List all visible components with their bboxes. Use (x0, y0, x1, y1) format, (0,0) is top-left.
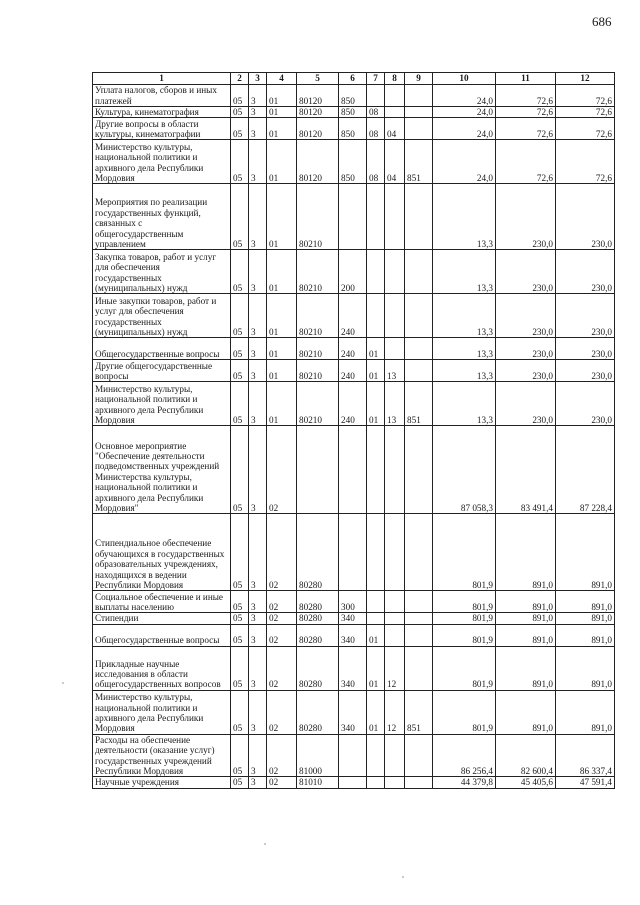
amount-cell: 13,3 (433, 338, 496, 360)
table-row (93, 250, 615, 294)
code-cell (405, 426, 433, 514)
code-cell: 02 (267, 777, 297, 788)
amount-cell: 72,6 (556, 118, 615, 140)
code-cell: 240 (339, 360, 367, 382)
code-cell: 01 (367, 646, 385, 690)
code-cell: 13 (385, 382, 405, 426)
row-name-cell: Закупка товаров, работ и услуг для обеспечения государственных (муниципальных) нужд (93, 250, 231, 294)
code-cell: 01 (267, 184, 297, 250)
code-cell: 01 (267, 250, 297, 294)
table-row (93, 734, 615, 777)
row-name-cell: Основное мероприятие "Обеспечение деятельности подведомственных учреждений Министерства культуры, национальной политики и архивного дела Республики Мордовия" (93, 426, 231, 514)
code-cell: 3 (249, 294, 267, 338)
amount-cell: 45 405,6 (496, 777, 556, 788)
code-cell: 80280 (297, 690, 339, 734)
code-cell: 08 (367, 107, 385, 118)
code-cell: 01 (267, 107, 297, 118)
amount-cell: 801,9 (433, 646, 496, 690)
code-cell (367, 591, 385, 613)
column-header: 1 (93, 73, 231, 85)
code-cell (297, 426, 339, 514)
column-header: 5 (297, 73, 339, 85)
amount-cell: 230,0 (556, 294, 615, 338)
code-cell: 02 (267, 591, 297, 613)
code-cell: 01 (267, 338, 297, 360)
code-cell: 3 (249, 107, 267, 118)
row-name-cell: Уплата налогов, сборов и иных платежей (93, 85, 231, 107)
code-cell (405, 624, 433, 646)
code-cell: 200 (339, 250, 367, 294)
code-cell: 850 (339, 118, 367, 140)
code-cell (405, 250, 433, 294)
table-row (93, 85, 615, 107)
row-name-cell: Другие общегосударственные вопросы (93, 360, 231, 382)
row-name-cell: Прикладные научные исследования в области общегосударственных вопросов (93, 646, 231, 690)
code-cell (405, 338, 433, 360)
code-cell: 01 (367, 690, 385, 734)
code-cell (367, 184, 385, 250)
amount-cell: 72,6 (496, 118, 556, 140)
code-cell: 80120 (297, 107, 339, 118)
code-cell: 01 (367, 624, 385, 646)
scan-speck (402, 876, 404, 878)
code-cell: 80120 (297, 85, 339, 107)
row-name-cell: Стипендии (93, 613, 231, 624)
row-name-cell: Министерство культуры, национальной политики и архивного дела Республики Мордовия (93, 690, 231, 734)
code-cell (385, 591, 405, 613)
code-cell (385, 613, 405, 624)
code-cell: 05 (231, 250, 249, 294)
row-name-cell: Министерство культуры, национальной политики и архивного дела Республики Мордовия (93, 382, 231, 426)
code-cell (385, 294, 405, 338)
code-cell: 05 (231, 624, 249, 646)
amount-cell: 44 379,8 (433, 777, 496, 788)
code-cell: 05 (231, 613, 249, 624)
code-cell: 851 (405, 690, 433, 734)
code-cell (405, 107, 433, 118)
code-cell (405, 646, 433, 690)
table-row (93, 777, 615, 788)
amount-cell: 891,0 (496, 646, 556, 690)
code-cell (385, 426, 405, 514)
row-name-cell: Социальное обеспечение и иные выплаты населению (93, 591, 231, 613)
amount-cell: 230,0 (556, 382, 615, 426)
code-cell: 3 (249, 514, 267, 591)
code-cell: 240 (339, 338, 367, 360)
amount-cell: 801,9 (433, 514, 496, 591)
code-cell: 02 (267, 690, 297, 734)
amount-cell: 72,6 (496, 107, 556, 118)
table-row (93, 514, 615, 591)
code-cell: 240 (339, 382, 367, 426)
code-cell: 05 (231, 338, 249, 360)
amount-cell: 891,0 (556, 690, 615, 734)
code-cell: 12 (385, 690, 405, 734)
code-cell: 05 (231, 646, 249, 690)
row-name-cell: Стипендиальное обеспечение обучающихся в государственных образовательных учреждениях, находящихся в ведении Республики Мордовия (93, 514, 231, 591)
scan-speck (264, 843, 266, 845)
code-cell (405, 360, 433, 382)
amount-cell: 891,0 (496, 624, 556, 646)
column-header: 3 (249, 73, 267, 85)
code-cell (385, 734, 405, 777)
code-cell: 12 (385, 646, 405, 690)
amount-cell: 230,0 (556, 360, 615, 382)
table-row (93, 646, 615, 690)
column-header: 4 (267, 73, 297, 85)
code-cell: 3 (249, 184, 267, 250)
amount-cell: 87 058,3 (433, 426, 496, 514)
code-cell (405, 85, 433, 107)
amount-cell: 86 256,4 (433, 734, 496, 777)
code-cell: 850 (339, 107, 367, 118)
code-cell: 850 (339, 85, 367, 107)
code-cell: 80210 (297, 360, 339, 382)
code-cell (385, 107, 405, 118)
table-row (93, 107, 615, 118)
code-cell: 05 (231, 591, 249, 613)
amount-cell: 24,0 (433, 140, 496, 184)
column-header: 6 (339, 73, 367, 85)
code-cell: 05 (231, 360, 249, 382)
code-cell: 01 (267, 140, 297, 184)
code-cell (385, 514, 405, 591)
code-cell (367, 734, 385, 777)
table-row (93, 613, 615, 624)
code-cell: 80280 (297, 514, 339, 591)
row-name-cell: Культура, кинематография (93, 107, 231, 118)
amount-cell: 230,0 (556, 338, 615, 360)
code-cell (405, 184, 433, 250)
code-cell: 05 (231, 382, 249, 426)
code-cell: 02 (267, 624, 297, 646)
code-cell: 3 (249, 777, 267, 788)
code-cell: 08 (367, 140, 385, 184)
code-cell: 80120 (297, 118, 339, 140)
code-cell: 3 (249, 591, 267, 613)
row-name-cell: Расходы на обеспечение деятельности (оказание услуг) государственных учреждений Республики Мордовия (93, 734, 231, 777)
amount-cell: 891,0 (556, 514, 615, 591)
amount-cell: 72,6 (556, 85, 615, 107)
code-cell: 02 (267, 734, 297, 777)
code-cell (385, 624, 405, 646)
code-cell: 240 (339, 294, 367, 338)
code-cell: 3 (249, 140, 267, 184)
code-cell: 05 (231, 426, 249, 514)
code-cell: 05 (231, 85, 249, 107)
table-row (93, 338, 615, 360)
row-name-cell: Научные учреждения (93, 777, 231, 788)
amount-cell: 891,0 (496, 690, 556, 734)
row-name-cell: Иные закупки товаров, работ и услуг для обеспечения государственных (муниципальных) нужд (93, 294, 231, 338)
code-cell: 80210 (297, 338, 339, 360)
code-cell: 3 (249, 426, 267, 514)
amount-cell: 24,0 (433, 85, 496, 107)
code-cell: 3 (249, 250, 267, 294)
code-cell (385, 250, 405, 294)
amount-cell: 24,0 (433, 118, 496, 140)
table-row (93, 591, 615, 613)
table-row (93, 690, 615, 734)
row-name-cell: Мероприятия по реализации государственных функций, связанных с общегосударственным управлением (93, 184, 231, 250)
code-cell: 05 (231, 118, 249, 140)
amount-cell: 72,6 (556, 140, 615, 184)
amount-cell: 82 600,4 (496, 734, 556, 777)
code-cell: 3 (249, 382, 267, 426)
code-cell: 80280 (297, 646, 339, 690)
code-cell: 01 (267, 294, 297, 338)
amount-cell: 86 337,4 (556, 734, 615, 777)
table-row (93, 624, 615, 646)
column-header: 9 (405, 73, 433, 85)
code-cell (405, 514, 433, 591)
amount-cell: 72,6 (556, 107, 615, 118)
code-cell (405, 118, 433, 140)
code-cell: 3 (249, 613, 267, 624)
code-cell: 3 (249, 118, 267, 140)
code-cell (367, 85, 385, 107)
row-name-cell: Другие вопросы в области культуры, кинематографии (93, 118, 231, 140)
amount-cell: 87 228,4 (556, 426, 615, 514)
code-cell (405, 591, 433, 613)
code-cell: 05 (231, 690, 249, 734)
code-cell (385, 85, 405, 107)
column-header: 10 (433, 73, 496, 85)
budget-table (92, 72, 615, 789)
code-cell: 3 (249, 360, 267, 382)
column-header: 11 (496, 73, 556, 85)
code-cell: 81010 (297, 777, 339, 788)
row-name-cell: Министерство культуры, национальной политики и архивного дела Республики Мордовия (93, 140, 231, 184)
code-cell (339, 184, 367, 250)
code-cell (339, 426, 367, 514)
amount-cell: 230,0 (556, 250, 615, 294)
amount-cell: 13,3 (433, 294, 496, 338)
amount-cell: 72,6 (496, 85, 556, 107)
amount-cell: 801,9 (433, 690, 496, 734)
code-cell: 08 (367, 118, 385, 140)
code-cell (367, 514, 385, 591)
code-cell: 05 (231, 107, 249, 118)
code-cell: 02 (267, 646, 297, 690)
code-cell: 340 (339, 624, 367, 646)
amount-cell: 891,0 (556, 613, 615, 624)
column-header: 8 (385, 73, 405, 85)
code-cell: 80210 (297, 184, 339, 250)
table-row (93, 360, 615, 382)
table-body (93, 85, 615, 789)
code-cell (367, 777, 385, 788)
code-cell: 340 (339, 646, 367, 690)
code-cell: 05 (231, 140, 249, 184)
amount-cell: 891,0 (496, 514, 556, 591)
code-cell: 05 (231, 514, 249, 591)
code-cell (405, 734, 433, 777)
code-cell: 01 (367, 338, 385, 360)
code-cell: 80210 (297, 294, 339, 338)
code-cell: 80280 (297, 591, 339, 613)
page-number: 686 (592, 14, 612, 29)
column-header: 12 (556, 73, 615, 85)
code-cell: 3 (249, 85, 267, 107)
code-cell: 80120 (297, 140, 339, 184)
code-cell (405, 613, 433, 624)
code-cell: 01 (267, 360, 297, 382)
code-cell (385, 184, 405, 250)
amount-cell: 801,9 (433, 613, 496, 624)
code-cell: 850 (339, 140, 367, 184)
column-header: 7 (367, 73, 385, 85)
code-cell: 80210 (297, 250, 339, 294)
amount-cell: 72,6 (496, 140, 556, 184)
code-cell: 04 (385, 140, 405, 184)
amount-cell: 47 591,4 (556, 777, 615, 788)
code-cell: 851 (405, 140, 433, 184)
table-row (93, 382, 615, 426)
amount-cell: 13,3 (433, 382, 496, 426)
code-cell: 3 (249, 690, 267, 734)
table-row (93, 184, 615, 250)
code-cell: 01 (267, 118, 297, 140)
code-cell (367, 250, 385, 294)
column-header: 2 (231, 73, 249, 85)
code-cell: 02 (267, 426, 297, 514)
header-row (93, 73, 615, 85)
code-cell: 340 (339, 690, 367, 734)
amount-cell: 891,0 (496, 613, 556, 624)
code-cell (385, 338, 405, 360)
code-cell: 80280 (297, 624, 339, 646)
amount-cell: 230,0 (496, 250, 556, 294)
amount-cell: 801,9 (433, 624, 496, 646)
code-cell: 05 (231, 734, 249, 777)
amount-cell: 891,0 (556, 624, 615, 646)
code-cell: 340 (339, 613, 367, 624)
code-cell: 80210 (297, 382, 339, 426)
code-cell (367, 613, 385, 624)
code-cell: 01 (267, 382, 297, 426)
code-cell: 13 (385, 360, 405, 382)
amount-cell: 230,0 (496, 382, 556, 426)
code-cell: 3 (249, 624, 267, 646)
amount-cell: 13,3 (433, 184, 496, 250)
code-cell (385, 777, 405, 788)
code-cell: 3 (249, 646, 267, 690)
scan-speck (62, 682, 64, 684)
amount-cell: 801,9 (433, 591, 496, 613)
table-row (93, 294, 615, 338)
code-cell: 01 (267, 85, 297, 107)
code-cell: 81000 (297, 734, 339, 777)
code-cell (367, 294, 385, 338)
amount-cell: 230,0 (496, 338, 556, 360)
amount-cell: 24,0 (433, 107, 496, 118)
row-name-cell: Общегосударственные вопросы (93, 338, 231, 360)
code-cell (405, 777, 433, 788)
table-row (93, 140, 615, 184)
code-cell: 05 (231, 184, 249, 250)
code-cell: 851 (405, 382, 433, 426)
code-cell (367, 426, 385, 514)
code-cell: 02 (267, 514, 297, 591)
code-cell: 04 (385, 118, 405, 140)
amount-cell: 891,0 (496, 591, 556, 613)
amount-cell: 13,3 (433, 360, 496, 382)
amount-cell: 230,0 (496, 184, 556, 250)
code-cell: 300 (339, 591, 367, 613)
amount-cell: 230,0 (556, 184, 615, 250)
code-cell: 02 (267, 613, 297, 624)
amount-cell: 13,3 (433, 250, 496, 294)
code-cell (339, 777, 367, 788)
code-cell: 05 (231, 777, 249, 788)
amount-cell: 891,0 (556, 591, 615, 613)
code-cell (405, 294, 433, 338)
code-cell: 05 (231, 294, 249, 338)
code-cell: 3 (249, 734, 267, 777)
amount-cell: 230,0 (496, 294, 556, 338)
code-cell: 80280 (297, 613, 339, 624)
row-name-cell: Общегосударственные вопросы (93, 624, 231, 646)
amount-cell: 891,0 (556, 646, 615, 690)
amount-cell: 230,0 (496, 360, 556, 382)
table-row (93, 426, 615, 514)
code-cell: 01 (367, 360, 385, 382)
code-cell (339, 514, 367, 591)
code-cell: 3 (249, 338, 267, 360)
amount-cell: 83 491,4 (496, 426, 556, 514)
table-row (93, 118, 615, 140)
code-cell (339, 734, 367, 777)
code-cell: 01 (367, 382, 385, 426)
